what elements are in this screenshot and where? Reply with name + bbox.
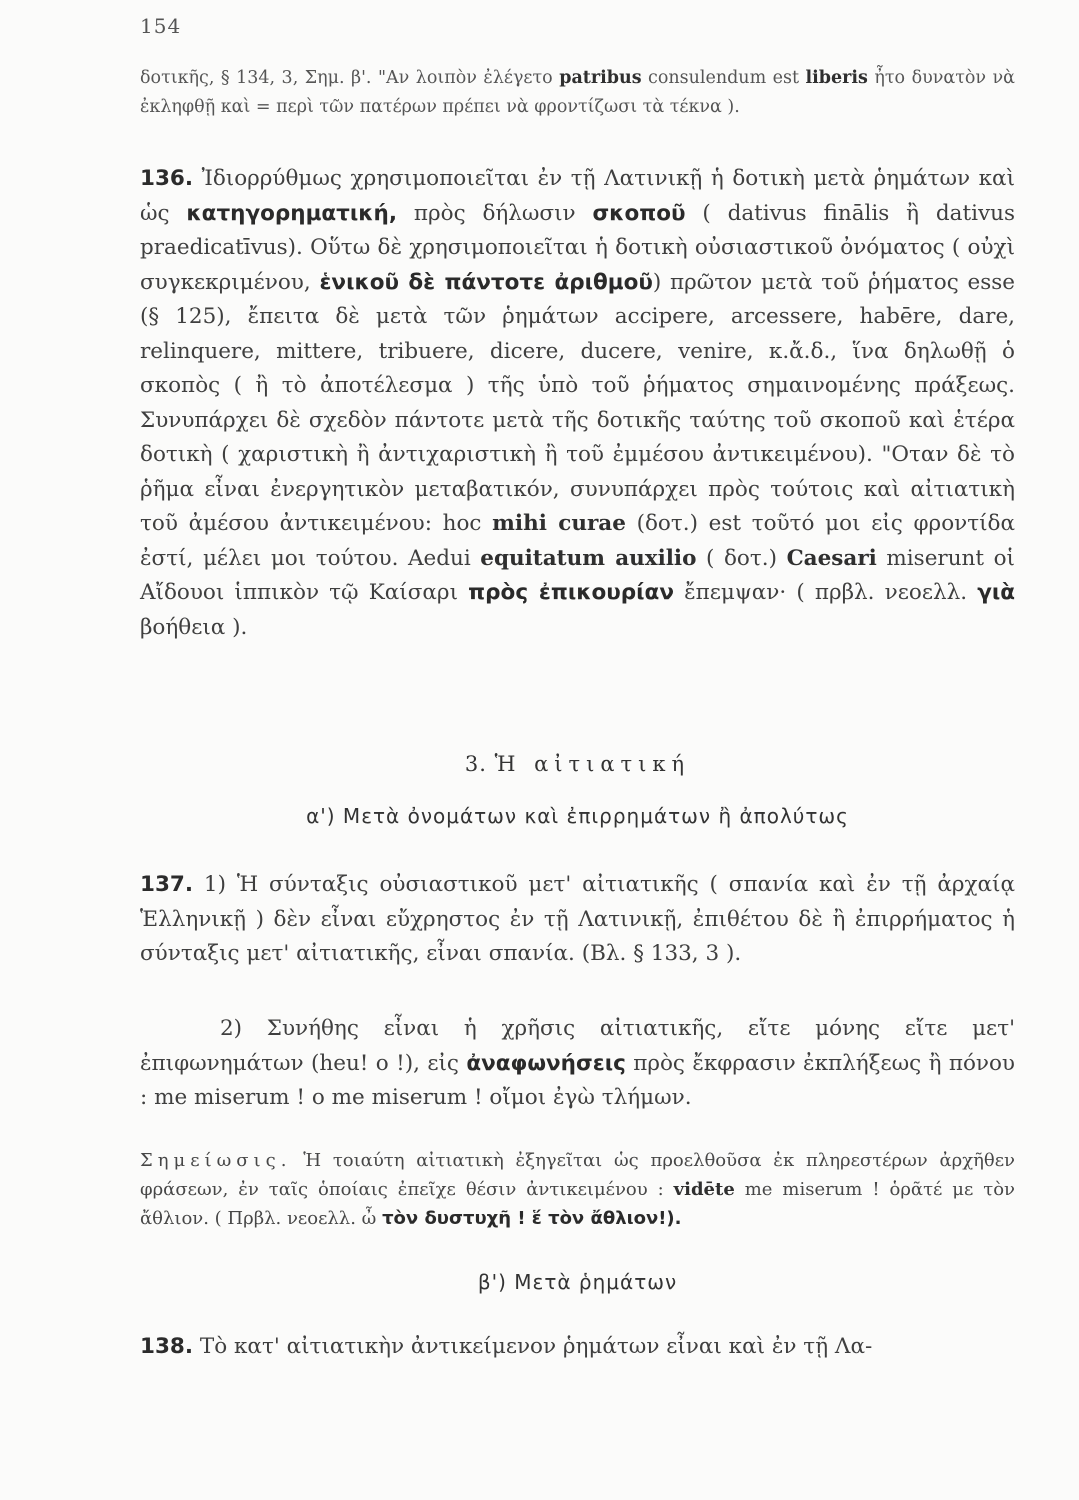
latin-term: patribus: [559, 68, 642, 88]
latin-term: vidēte: [673, 1179, 735, 1200]
subheading-b: β') Μετὰ ῥημάτων: [477, 1270, 678, 1294]
section-heading: 3. Ἡ αἰτιατική: [464, 752, 691, 776]
paragraph-number: 137.: [140, 872, 194, 897]
subheading-a: α') Μετὰ ὀνομάτων καὶ ἐπιρρημάτων ἢ ἀπολύτως: [306, 804, 849, 828]
emphasis: ἑνικοῦ δὲ πάντοτε ἀριθμοῦ: [319, 269, 653, 295]
emphasis: πρὸς ἐπικουρίαν: [468, 580, 674, 605]
paragraph-number: 138.: [140, 1334, 194, 1359]
note-label: Σημείωσις.: [140, 1150, 292, 1171]
paragraph-138: 138. Τὸ κατ' αἰτιατικὴν ἀντικείμενον ῥημάτων εἶναι καὶ ἐν τῇ Λα-: [140, 1334, 873, 1359]
note-paragraph: Σημείωσις. Ἡ τοιαύτη αἰτιατικὴ ἐξηγεῖται ὡς προελθοῦσα ἐκ πληρεστέρων ἀρχῆθεν φράσεων, ἐν ταῖς ὁποίαις ἐπεῖχε θέσιν ἀντικειμένου : vidēte me miserum ! ὁρᾶτέ με τὸν ἄθλιον. ( Πρβλ. νεοελλ. ὦ τὸν δυστυχῆ ! ἕ τὸν ἄθλιον!).: [140, 1150, 1015, 1229]
latin-term: mihi curae: [492, 511, 626, 536]
emphasis: ἀναφωνήσεις: [466, 1050, 626, 1076]
emphasis: τὸν δυστυχῆ ! ἕ τὸν ἄθλιον!).: [382, 1208, 682, 1229]
emphasis: γιὰ: [977, 580, 1015, 605]
page-number: 154: [140, 14, 182, 38]
latin-term: liberis: [805, 68, 868, 88]
paragraph-137-part-2: 2) Συνήθης εἶναι ἡ χρῆσις αἰτιατικῆς, εἴτε μόνης εἴτε μετ' ἐπιφωνημάτων (heu! o !), εἰς ἀναφωνήσεις πρὸς ἔκφρασιν ἐκπλήξεως ἢ πόνου : me miserum ! o me miserum ! οἴμοι ἐγὼ τλήμων.: [140, 1016, 1016, 1110]
emphasis: κατηγορηματική,: [186, 200, 398, 226]
latin-term: Caesari: [786, 545, 877, 571]
emphasis: σκοποῦ: [592, 200, 686, 226]
intro-paragraph: δοτικῆς, § 134, 3, Σημ. β'. "Αν λοιπὸν ἐλέγετο patribus consulendum est liberis ἦτο δυνατὸν νὰ ἐκληφθῇ καὶ = περὶ τῶν πατέρων πρέπει νὰ φροντίζωσι τὰ τέκνα ).: [140, 68, 1015, 117]
paragraph-137: 137. 1) Ἡ σύνταξις οὐσιαστικοῦ μετ' αἰτιατικῆς ( σπανία καὶ ἐν τῇ ἀρχαίᾳ Ἑλληνικῇ ) δὲν εἶναι εὔχρηστος ἐν τῇ Λατινικῇ, ἐπιθέτου δὲ ἢ ἐπιρρήματος ἡ σύνταξις μετ' αἰτιατικῆς, εἶναι σπανία. (Βλ. § 133, 3 ).: [140, 872, 1015, 966]
latin-term: equitatum auxilio: [480, 545, 697, 571]
section-title: Ἡ αἰτιατική: [494, 752, 691, 776]
paragraph-number: 136.: [140, 166, 194, 191]
paragraph-136: 136. Ἰδιορρύθμως χρησιμοποιεῖται ἐν τῇ Λατινικῇ ἡ δοτικὴ μετὰ ῥημάτων καὶ ὡς κατηγορηματική, πρὸς δήλωσιν σκοποῦ ( dativus finālis ἢ dativus praedicatīvus). Οὕτω δὲ χρησιμοποιεῖται ἡ δοτικὴ οὐσιαστικοῦ ὀνόματος ( οὐχὶ συγκεκριμένου, ἑνικοῦ δὲ πάντοτε ἀριθμοῦ) πρῶτον μετὰ τοῦ ῥήματος esse (§ 125), ἔπειτα δὲ μετὰ τῶν ῥημάτων accipere, arcessere, habēre, dare, relinquere, mittere, tribuere, dicere, ducere, venire, κ.ἄ.δ., ἵνα δηλωθῇ ὁ σκοπὸς ( ἢ τὸ ἀποτέλεσμα ) τῆς ὑπὸ τοῦ ῥήματος σημαινομένης πράξεως. Συνυπάρχει δὲ σχεδὸν πάντοτε μετὰ τῆς δοτικῆς ταύτης τοῦ σκοποῦ καὶ ἑτέρα δοτικὴ ( χαριστικὴ ἢ ἀντιχαριστικὴ ἢ τοῦ ἐμμέσου ἀντικειμένου). "Οταν δὲ τὸ ῥῆμα εἶναι ἐνεργητικὸν μεταβατικόν, συνυπάρχει πρὸς τούτοις καὶ αἰτιατικὴ τοῦ ἀμέσου ἀντικειμένου: hoc mihi curae (δοτ.) est τοῦτό μοι εἰς φροντίδα ἐστί, μέλει μοι τούτου. Aedui equitatum auxilio ( δοτ.) Caesari miserunt οἱ Αἴδουοι ἱππικὸν τῷ Καίσαρι πρὸς ἐπικουρίαν ἔπεμψαν· ( πρβλ. νεοελλ. γιὰ βοήθεια ).: [140, 166, 1016, 640]
